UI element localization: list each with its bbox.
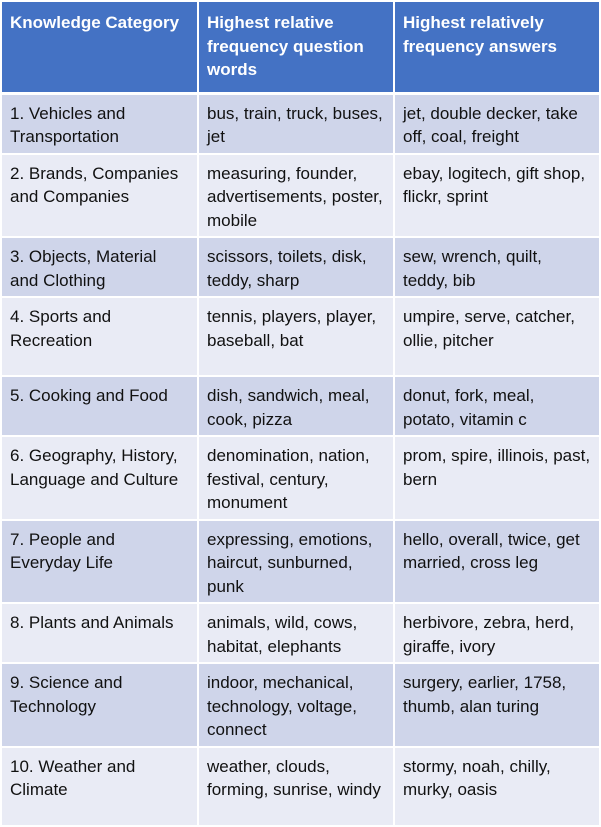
table-body: [2, 93, 599, 826]
question-words-cell: weather, clouds, forming, sunrise, windy: [198, 747, 394, 826]
header-row: [2, 2, 599, 93]
category-cell: 9. Science and Technology: [2, 663, 198, 747]
category-cell: 6. Geography, History, Language and Culture: [2, 436, 198, 520]
table-row: [2, 603, 599, 663]
category-cell: 10. Weather and Climate: [2, 747, 198, 826]
answers-cell: herbivore, zebra, herd, giraffe, ivory: [394, 603, 599, 663]
category-cell: 2. Brands, Companies and Companies: [2, 154, 198, 238]
question-words-cell: indoor, mechanical, technology, voltage, connect: [198, 663, 394, 747]
category-cell: 1. Vehicles and Transportation: [2, 93, 198, 154]
table-row: [2, 154, 599, 238]
question-words-cell: measuring, founder, advertisements, poster, mobile: [198, 154, 394, 238]
answers-cell: ebay, logitech, gift shop, flickr, sprint: [394, 154, 599, 238]
table-row: [2, 376, 599, 436]
answers-cell: jet, double decker, take off, coal, freight: [394, 93, 599, 154]
question-words-cell: animals, wild, cows, habitat, elephants: [198, 603, 394, 663]
answers-cell: sew, wrench, quilt, teddy, bib: [394, 237, 599, 297]
answers-cell: prom, spire, illinois, past, bern: [394, 436, 599, 520]
table-row: [2, 237, 599, 297]
question-words-cell: expressing, emotions, haircut, sunburned, punk: [198, 520, 394, 604]
category-cell: 4. Sports and Recreation: [2, 297, 198, 376]
header-answers: Highest relatively frequency answers: [394, 2, 599, 93]
category-cell: 5. Cooking and Food: [2, 376, 198, 436]
question-words-cell: tennis, players, player, baseball, bat: [198, 297, 394, 376]
table-row: [2, 663, 599, 747]
knowledge-category-table: [2, 2, 599, 827]
category-cell: 8. Plants and Animals: [2, 603, 198, 663]
answers-cell: hello, overall, twice, get married, cross leg: [394, 520, 599, 604]
question-words-cell: bus, train, truck, buses, jet: [198, 93, 394, 154]
header-knowledge-category: Knowledge Category: [2, 2, 198, 93]
answers-cell: donut, fork, meal, potato, vitamin c: [394, 376, 599, 436]
category-cell: 7. People and Everyday Life: [2, 520, 198, 604]
table-header: [2, 2, 599, 93]
table-row: [2, 297, 599, 376]
table-row: [2, 436, 599, 520]
answers-cell: umpire, serve, catcher, ollie, pitcher: [394, 297, 599, 376]
table-row: [2, 747, 599, 826]
answers-cell: stormy, noah, chilly, murky, oasis: [394, 747, 599, 826]
question-words-cell: dish, sandwich, meal, cook, pizza: [198, 376, 394, 436]
question-words-cell: denomination, nation, festival, century, monument: [198, 436, 394, 520]
table-row: [2, 520, 599, 604]
table-row: [2, 93, 599, 154]
answers-cell: surgery, earlier, 1758, thumb, alan turing: [394, 663, 599, 747]
category-cell: 3. Objects, Material and Clothing: [2, 237, 198, 297]
header-question-words: Highest relative frequency question words: [198, 2, 394, 93]
question-words-cell: scissors, toilets, disk, teddy, sharp: [198, 237, 394, 297]
